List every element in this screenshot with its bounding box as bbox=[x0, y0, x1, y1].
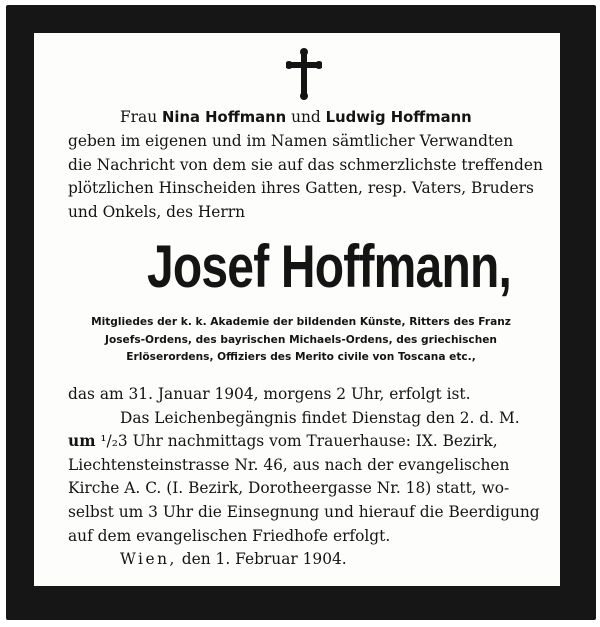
survivor-name-1: Nina Hoffmann bbox=[162, 109, 287, 126]
intro-frau: Frau bbox=[120, 108, 158, 126]
titles-line-3: Erlöserordens, Offiziers des Merito civile von Toscana etc., bbox=[126, 351, 476, 363]
body-line-6: selbst um 3 Uhr die Einsegnung und hierauf die Beerdigung bbox=[68, 502, 540, 521]
titles-line-2: Josefs-Ordens, des bayrischen Michaels-Ordens, des griechischen bbox=[105, 333, 497, 346]
dateline bbox=[68, 548, 536, 572]
body-um: um bbox=[68, 432, 96, 451]
intro-line-2: geben im eigenen und im Namen sämtlicher Verwandten bbox=[68, 131, 514, 150]
body-line-7: auf dem evangelischen Friedhofe erfolgt. bbox=[68, 526, 391, 545]
body-line-3-rest: Uhr nachmittags vom Trauerhause: IX. Bezirk, bbox=[132, 432, 498, 451]
titles-line-1: Mitgliedes der k. k. Akademie der bildenden Künste, Ritters des Franz bbox=[91, 316, 511, 328]
intro-line-3: die Nachricht von dem sie auf das schmerzlichste treffenden bbox=[68, 155, 543, 174]
dateline-date: den 1. Februar 1904. bbox=[181, 550, 347, 569]
body-line-2: Das Leichenbegängnis findet Dienstag den 2. d. M. bbox=[120, 408, 520, 427]
intro-paragraph bbox=[68, 106, 543, 225]
survivor-name-2: Ludwig Hoffmann bbox=[325, 109, 472, 126]
intro-line-1 bbox=[68, 106, 536, 130]
body-line-1: das am 31. Januar 1904, morgens 2 Uhr, erfolgt ist. bbox=[68, 385, 471, 403]
intro-und: und bbox=[291, 108, 321, 126]
deceased-name: Josef Hoffmann, bbox=[147, 233, 512, 300]
intro-line-4: plötzlichen Hinscheiden ihres Gatten, resp. Vaters, Bruders bbox=[68, 179, 534, 198]
body-time-fraction: ¹/₂3 bbox=[100, 432, 128, 451]
cross-icon bbox=[286, 48, 322, 100]
body-line-4: Liechtensteinstrasse Nr. 46, aus nach der evangelischen bbox=[68, 455, 510, 474]
intro-line-5: und Onkels, des Herrn bbox=[68, 203, 246, 222]
honorific-titles bbox=[62, 314, 540, 367]
body-line-3 bbox=[68, 430, 536, 454]
body-line-5: Kirche A. C. (I. Bezirk, Dorotheergasse Nr. 18) statt, wo- bbox=[68, 479, 510, 498]
funeral-details bbox=[68, 383, 540, 572]
dateline-place: Wien, bbox=[120, 550, 177, 569]
